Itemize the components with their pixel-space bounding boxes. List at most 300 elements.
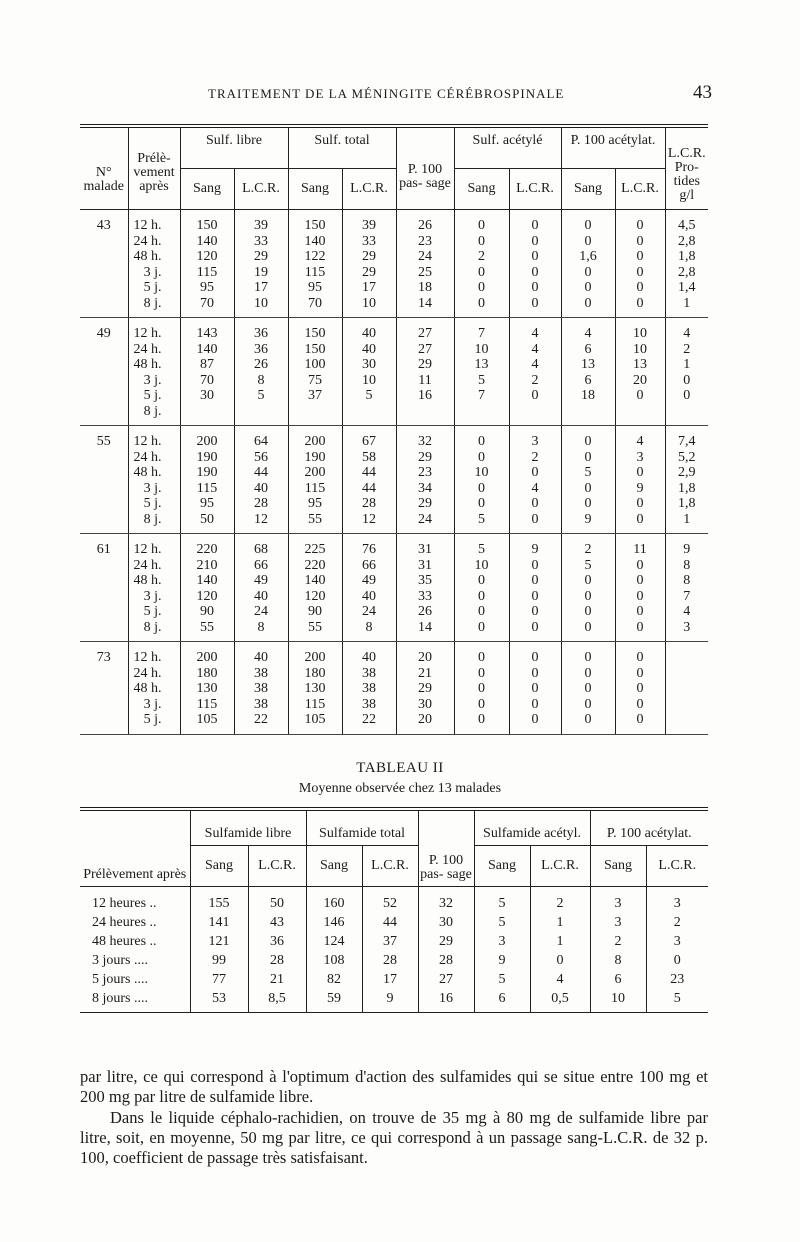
cell-value: 0 [531, 218, 539, 233]
cell-value: 0 [584, 712, 592, 727]
cell-value: 4 [683, 326, 691, 341]
cell-total-lcr [342, 642, 396, 735]
cell-value: 0 [478, 434, 486, 449]
cell-acet-lcr: 1 [530, 932, 590, 951]
cell-total-lcr [342, 534, 396, 642]
row-label: 3 jours .... [92, 953, 148, 968]
cell-pct-sang [561, 642, 615, 735]
cell-sampling [128, 426, 180, 534]
cell-value: 105 [196, 712, 218, 727]
cell-pct-sang: 3 [590, 887, 646, 914]
cell-value: 3 j. [143, 264, 162, 280]
cell-libre-sang [180, 426, 234, 534]
cell-value: 150 [304, 341, 326, 357]
row-label: 24 heures .. [92, 915, 157, 930]
cell-value: 16 [418, 388, 433, 403]
cell-value: 0 [584, 681, 592, 696]
cell-libre-sang: 99 [190, 951, 248, 970]
cell-value: 115 [196, 696, 218, 712]
cell-pct-lcr: 5 [646, 989, 708, 1013]
cell-value: 38 [362, 696, 376, 712]
cell-value: 0 [636, 511, 644, 527]
cell-sampling [128, 642, 180, 735]
cell-value: 4 [531, 357, 539, 372]
cell-value: 40 [254, 588, 268, 604]
cell-pct-sang: 2 [590, 932, 646, 951]
cell-value: 27 [418, 341, 433, 357]
cell-value: 38 [362, 681, 376, 696]
t2-head-sulfamide-libre: Sulfamide libre [190, 809, 306, 846]
cell-value [562, 404, 615, 420]
cell-value: 0 [478, 264, 486, 280]
table-row [80, 887, 708, 914]
cell-value: 120 [196, 588, 218, 604]
cell-value: 70 [308, 295, 322, 311]
cell-value: 120 [196, 249, 218, 264]
table-row [80, 951, 708, 970]
cell-passage: 29 [418, 932, 474, 951]
cell-value: 0 [531, 496, 539, 511]
cell-value: 29 [418, 449, 433, 465]
cell-value: 0 [584, 218, 592, 233]
cell-value: 64 [254, 434, 268, 449]
cell-value: 27 [418, 326, 433, 341]
cell-value: 40 [362, 588, 376, 604]
cell-libre-lcr: 8,5 [248, 989, 306, 1013]
cell-value: 2,8 [678, 264, 696, 280]
cell-value: 0 [636, 557, 644, 573]
cell-sampling [128, 534, 180, 642]
cell-value: 20 [633, 372, 648, 388]
cell-value: 0 [584, 588, 592, 604]
cell-value: 5 [584, 465, 592, 480]
cell-value: 225 [304, 542, 326, 557]
cell-value: 44 [254, 465, 268, 480]
cell-value: 3 [636, 449, 644, 465]
cell-pct-sang: 10 [590, 989, 646, 1013]
cell-value: 0 [584, 233, 592, 249]
cell-value: 180 [196, 665, 218, 681]
cell-value: 33 [254, 233, 268, 249]
col-head-acet-lcr: L.C.R. [509, 169, 561, 210]
table-row [80, 913, 708, 932]
cell-value: 58 [362, 449, 376, 465]
cell-passage [396, 534, 454, 642]
cell-value: 17 [254, 280, 268, 295]
cell-value: 49 [362, 573, 376, 588]
cell-value: 0 [478, 604, 486, 619]
cell-value: 200 [304, 650, 326, 665]
table-row [80, 210, 708, 318]
cell-value: 1,6 [579, 249, 597, 264]
cell-value: 40 [362, 650, 376, 665]
cell-pct-sang [561, 210, 615, 318]
cell-acet-lcr: 4 [530, 970, 590, 989]
cell-value: 5 j. [143, 388, 162, 403]
cell-libre-lcr [234, 210, 288, 318]
cell-total-sang: 82 [306, 970, 362, 989]
cell-protides [665, 210, 708, 318]
cell-value: 8 j. [143, 295, 162, 311]
t2-head-total-lcr: L.C.R. [362, 846, 418, 887]
cell-value: 1 [683, 511, 691, 527]
cell-libre-sang: 155 [190, 887, 248, 914]
table-2-body [80, 887, 708, 1013]
cell-value: 0 [636, 465, 644, 480]
cell-value: 4 [531, 480, 539, 496]
cell-value: 9 [531, 542, 539, 557]
t2-head-sampling: Prélèvement après [80, 809, 190, 887]
cell-value: 21 [418, 665, 433, 681]
cell-acet-lcr [509, 642, 561, 735]
cell-value: 0 [636, 295, 644, 311]
cell-value: 29 [418, 496, 433, 511]
cell-value: 48 h. [133, 357, 162, 372]
cell-sampling [128, 318, 180, 426]
cell-value: 11 [633, 542, 647, 557]
cell-value: 8 [257, 619, 265, 635]
t2-head-sulfamide-acetyl: Sulfamide acétyl. [474, 809, 590, 846]
col-head-sulf-acetyle: Sulf. acétylé [454, 126, 561, 169]
cell-value: 0 [478, 650, 486, 665]
cell-value: 0 [531, 588, 539, 604]
cell-value: 31 [418, 557, 433, 573]
cell-value: 0 [584, 696, 592, 712]
cell-value: 0 [478, 218, 486, 233]
cell-value: 35 [418, 573, 433, 588]
cell-libre-lcr: 28 [248, 951, 306, 970]
cell-value: 40 [362, 326, 376, 341]
cell-value: 0 [531, 233, 539, 249]
cell-value: 0 [584, 496, 592, 511]
cell-value: 30 [362, 357, 376, 372]
cell-value: 2 [531, 449, 539, 465]
cell-value: 13 [474, 357, 489, 372]
cell-value: 143 [196, 326, 218, 341]
cell-value: 130 [196, 681, 218, 696]
col-head-pct-sang: Sang [561, 169, 615, 210]
cell-protides [665, 534, 708, 642]
patient-number: 49 [80, 318, 128, 426]
cell-value: 200 [196, 434, 218, 449]
cell-value: 87 [200, 357, 214, 372]
cell-pct-sang: 6 [590, 970, 646, 989]
cell-value: 29 [418, 681, 433, 696]
cell-value [343, 404, 396, 420]
cell-value: 23 [418, 233, 433, 249]
cell-libre-sang [180, 210, 234, 318]
col-head-libre-lcr: L.C.R. [234, 169, 288, 210]
cell-value: 0 [478, 665, 486, 681]
cell-value: 0 [478, 573, 486, 588]
cell-total-lcr: 52 [362, 887, 418, 914]
cell-value: 0 [531, 650, 539, 665]
cell-value: 3 j. [143, 372, 162, 388]
cell-value [666, 650, 709, 666]
cell-total-lcr [342, 210, 396, 318]
cell-value: 24 h. [133, 665, 162, 681]
cell-libre-lcr: 21 [248, 970, 306, 989]
cell-value: 67 [362, 434, 376, 449]
cell-value: 14 [418, 295, 433, 311]
body-paragraph-2: Dans le liquide céphalo-rachidien, on trouve de 35 mg à 80 mg de sulfamide libre par litre, soit, en moyenne, 50 mg par litre, ce qui correspond à un passage sang-L.C.R. de 32 p. 100, coefficient de passage très satisfaisant. [80, 1108, 708, 1167]
cell-value: 38 [362, 665, 376, 681]
cell-total-sang [288, 642, 342, 735]
cell-libre-lcr [234, 318, 288, 426]
cell-value: 39 [254, 218, 268, 233]
table-row [80, 932, 708, 951]
t2-head-acet-lcr: L.C.R. [530, 846, 590, 887]
cell-value: 4 [531, 326, 539, 341]
cell-acet-sang: 3 [474, 932, 530, 951]
cell-value: 48 h. [133, 681, 162, 696]
cell-value: 22 [254, 712, 268, 727]
cell-value: 25 [418, 264, 433, 280]
cell-value: 0 [478, 588, 486, 604]
patient-number: 43 [80, 210, 128, 318]
cell-value: 29 [418, 357, 433, 372]
cell-value: 5 [365, 388, 373, 403]
t2-head-passage: P. 100 pas- sage [418, 809, 474, 887]
cell-value: 32 [418, 434, 433, 449]
cell-value: 190 [196, 465, 218, 480]
cell-value [289, 404, 342, 420]
cell-libre-lcr: 36 [248, 932, 306, 951]
cell-acet-lcr [509, 534, 561, 642]
cell-total-sang [288, 318, 342, 426]
cell-value: 95 [200, 496, 214, 511]
cell-value: 6 [584, 341, 592, 357]
cell-total-lcr [342, 318, 396, 426]
cell-value: 0 [636, 681, 644, 696]
col-head-passage: P. 100 pas- sage [396, 126, 454, 210]
cell-value: 18 [581, 388, 596, 403]
table-row [80, 989, 708, 1013]
cell-value: 10 [474, 341, 489, 357]
cell-value: 0 [531, 465, 539, 480]
col-head-p100-acetylat: P. 100 acétylat. [561, 126, 665, 169]
cell-value: 0 [478, 480, 486, 496]
cell-value: 190 [196, 449, 218, 465]
cell-value: 3 j. [143, 588, 162, 604]
cell-value [666, 681, 709, 697]
cell-value: 1 [683, 357, 691, 372]
cell-value: 0 [531, 573, 539, 588]
cell-value: 40 [254, 480, 268, 496]
cell-value: 48 h. [133, 573, 162, 588]
cell-libre-sang: 77 [190, 970, 248, 989]
cell-acet-sang [454, 318, 509, 426]
cell-pct-lcr [615, 642, 665, 735]
cell-value: 24 h. [133, 449, 162, 465]
cell-value: 11 [418, 372, 432, 388]
row-label: 12 heures .. [92, 896, 157, 911]
cell-value: 75 [308, 372, 322, 388]
cell-value: 150 [196, 218, 218, 233]
cell-value: 10 [633, 341, 648, 357]
cell-value: 2 [478, 249, 486, 264]
t2-head-p100-acetylat: P. 100 acétylat. [590, 809, 708, 846]
cell-value: 5 j. [143, 604, 162, 619]
cell-value: 122 [304, 249, 326, 264]
cell-value [455, 404, 509, 420]
t2-head-libre-sang: Sang [190, 846, 248, 887]
col-head-pct-lcr: L.C.R. [615, 169, 665, 210]
cell-passage: 32 [418, 887, 474, 914]
cell-value: 12 h. [133, 650, 162, 665]
row-label: 8 jours .... [92, 991, 148, 1006]
cell-sampling [128, 210, 180, 318]
patient-number: 55 [80, 426, 128, 534]
cell-libre-sang [180, 642, 234, 735]
cell-value: 0 [531, 295, 539, 311]
cell-value: 13 [633, 357, 648, 372]
cell-value: 8 [365, 619, 373, 635]
t2-head-pct-sang: Sang [590, 846, 646, 887]
cell-value: 0 [531, 619, 539, 635]
cell-value: 2 [584, 542, 592, 557]
cell-value: 5 [478, 372, 486, 388]
cell-pct-lcr: 3 [646, 932, 708, 951]
cell-value: 0 [636, 665, 644, 681]
cell-value: 0 [636, 712, 644, 727]
cell-value: 0 [478, 681, 486, 696]
cell-value [666, 712, 709, 728]
cell-acet-sang: 6 [474, 989, 530, 1013]
cell-value: 0 [531, 712, 539, 727]
cell-passage: 28 [418, 951, 474, 970]
cell-value: 0 [531, 249, 539, 264]
cell-total-lcr: 9 [362, 989, 418, 1013]
cell-value: 2 [683, 341, 691, 357]
cell-acet-lcr: 2 [530, 887, 590, 914]
cell-value: 12 h. [133, 542, 162, 557]
cell-acet-lcr: 0 [530, 951, 590, 970]
table-1-body [80, 210, 708, 735]
cell-value: 12 h. [133, 218, 162, 233]
cell-total-lcr: 44 [362, 913, 418, 932]
cell-value: 150 [304, 218, 326, 233]
cell-libre-sang: 53 [190, 989, 248, 1013]
cell-value: 0 [636, 264, 644, 280]
cell-value: 0 [584, 604, 592, 619]
cell-value: 0 [531, 604, 539, 619]
cell-value: 0 [478, 295, 486, 311]
cell-value: 95 [308, 280, 322, 295]
cell-value [666, 404, 709, 420]
cell-value: 0 [636, 604, 644, 619]
cell-total-sang: 108 [306, 951, 362, 970]
cell-value: 1,8 [678, 496, 696, 511]
cell-value: 0 [636, 573, 644, 588]
row-label: 5 jours .... [92, 972, 148, 987]
cell-acet-sang [454, 210, 509, 318]
cell-passage [396, 210, 454, 318]
cell-value: 0 [584, 665, 592, 681]
cell-value: 20 [418, 712, 433, 727]
cell-value: 66 [362, 557, 376, 573]
cell-value: 0 [531, 280, 539, 295]
cell-value: 8 [683, 557, 691, 573]
cell-value: 0 [531, 511, 539, 527]
cell-value: 0 [584, 449, 592, 465]
cell-acet-sang: 9 [474, 951, 530, 970]
t2-head-total-sang: Sang [306, 846, 362, 887]
cell-value: 30 [200, 388, 214, 403]
cell-total-sang [288, 534, 342, 642]
cell-value: 4 [636, 434, 644, 449]
cell-value: 8 [257, 372, 265, 388]
cell-value: 24 [362, 604, 376, 619]
cell-value: 10 [362, 372, 376, 388]
cell-value: 0 [636, 650, 644, 665]
cell-total-lcr: 37 [362, 932, 418, 951]
cell-pct-lcr: 0 [646, 951, 708, 970]
cell-libre-lcr: 50 [248, 887, 306, 914]
cell-value: 0 [636, 218, 644, 233]
cell-value: 4 [584, 326, 592, 341]
col-head-sampling: Prélè- vement après [128, 126, 180, 210]
cell-acet-lcr: 1 [530, 913, 590, 932]
cell-value: 3 j. [143, 696, 162, 712]
cell-value: 26 [418, 218, 433, 233]
cell-value: 9 [683, 542, 691, 557]
cell-value: 24 h. [133, 341, 162, 357]
cell-value: 200 [304, 465, 326, 480]
cell-value: 24 [418, 249, 433, 264]
cell-value: 12 h. [133, 326, 162, 341]
cell-value: 7,4 [678, 434, 696, 449]
cell-acet-lcr [509, 426, 561, 534]
cell-value: 19 [254, 264, 268, 280]
cell-value: 5 j. [143, 712, 162, 727]
cell-value: 68 [254, 542, 268, 557]
cell-value: 4,5 [678, 218, 696, 233]
cell-value: 90 [308, 604, 322, 619]
cell-value: 115 [304, 480, 326, 496]
cell-value [397, 404, 454, 420]
cell-value: 17 [362, 280, 376, 295]
cell-libre-lcr [234, 534, 288, 642]
cell-value: 0 [683, 388, 691, 403]
page-number: 43 [693, 82, 712, 103]
col-head-sulf-libre: Sulf. libre [180, 126, 288, 169]
cell-pct-sang: 8 [590, 951, 646, 970]
cell-value: 10 [633, 326, 648, 341]
row-label: 48 heures .. [92, 934, 157, 949]
cell-value: 5 j. [143, 496, 162, 511]
cell-value: 30 [418, 696, 433, 712]
cell-value: 0 [636, 496, 644, 511]
cell-value: 26 [418, 604, 433, 619]
table-2-subtitle: Moyenne observée chez 13 malades [298, 781, 502, 796]
cell-value: 55 [200, 619, 214, 635]
cell-value: 115 [196, 264, 218, 280]
cell-value: 1,4 [678, 280, 696, 295]
cell-value: 100 [304, 357, 326, 372]
table-row [80, 534, 708, 642]
cell-acet-sang: 5 [474, 913, 530, 932]
cell-value: 12 [254, 511, 268, 527]
cell-value: 23 [418, 465, 433, 480]
cell-protides [665, 426, 708, 534]
cell-value: 0 [478, 496, 486, 511]
cell-value: 5,2 [678, 449, 696, 465]
table-row [80, 642, 708, 735]
cell-value: 40 [362, 341, 376, 357]
cell-value: 0 [531, 264, 539, 280]
cell-pct-lcr: 3 [646, 887, 708, 914]
